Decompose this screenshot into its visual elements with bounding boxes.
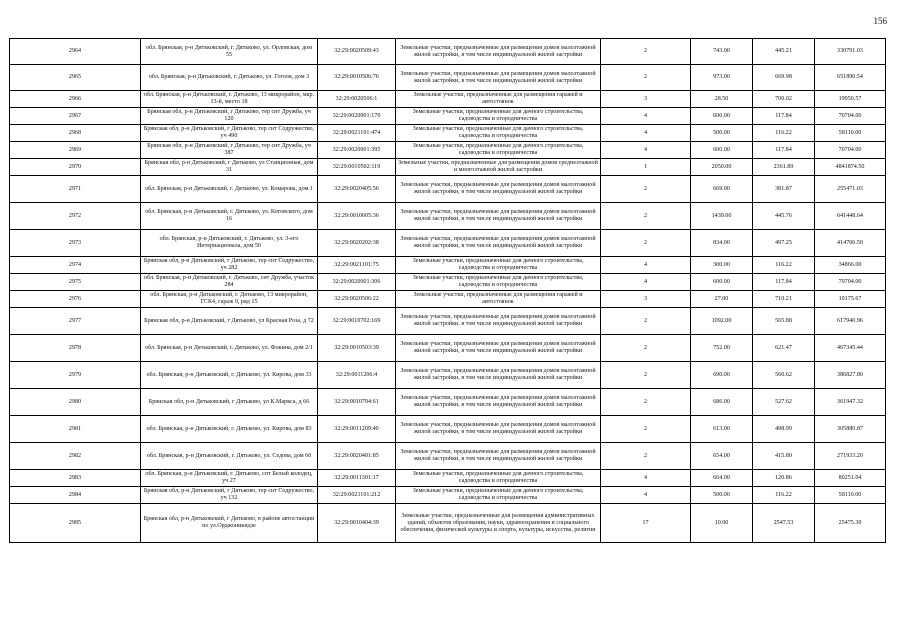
group-cell: 2 bbox=[601, 176, 691, 203]
cadastral-number-cell: 32:29:0020901:170 bbox=[318, 108, 396, 125]
table-row bbox=[10, 203, 886, 230]
cadastral-number-cell: 32:29:0020506:1 bbox=[318, 91, 396, 108]
land-use-cell: Земельные участки, предназначенные для размещения домов малоэтажной жилой застройки, в том числе индивидуальной жилой застройки bbox=[396, 443, 601, 470]
group-cell: 3 bbox=[601, 291, 691, 308]
group-cell: 2 bbox=[601, 443, 691, 470]
row-number-cell: 2984 bbox=[10, 487, 141, 504]
table-row bbox=[10, 443, 886, 470]
table-row bbox=[10, 39, 886, 65]
table-row bbox=[10, 142, 886, 159]
area-cell: 834.00 bbox=[691, 230, 753, 257]
cadastral-number-cell: 32:29:0020401:85 bbox=[318, 443, 396, 470]
area-cell: 690.00 bbox=[691, 362, 753, 389]
table-row bbox=[10, 65, 886, 91]
table-row bbox=[10, 91, 886, 108]
cadastral-value-cell: 651890.54 bbox=[815, 65, 886, 91]
area-cell: 669.00 bbox=[691, 176, 753, 203]
cadastral-value-cell: 271933.20 bbox=[815, 443, 886, 470]
cadastral-value-cell: 617940.96 bbox=[815, 308, 886, 335]
group-cell: 2 bbox=[601, 389, 691, 416]
land-use-cell: Земельные участки, предназначенные для дачного строительства, садоводства и огородничества bbox=[396, 274, 601, 291]
row-number-cell: 2976 bbox=[10, 291, 141, 308]
area-cell: 300.00 bbox=[691, 257, 753, 274]
cadastral-value-cell: 25475.30 bbox=[815, 504, 886, 543]
row-number-cell: 2985 bbox=[10, 504, 141, 543]
table-row bbox=[10, 335, 886, 362]
address-cell: Брянская обл, р-н Дятьковский, г Дятьково, тер снт Содружество, уч 490 bbox=[141, 125, 318, 142]
specific-value-cell: 497.25 bbox=[753, 230, 815, 257]
address-cell: обл. Брянская, р-н Дятьковский, г. Дятьково, 13 микрорайон, мкр. 13-й, место 18 bbox=[141, 91, 318, 108]
land-use-cell: Земельные участки, предназначенные для дачного строительства, садоводства и огородничества bbox=[396, 487, 601, 504]
area-cell: 613.00 bbox=[691, 416, 753, 443]
row-number-cell: 2967 bbox=[10, 108, 141, 125]
land-use-cell: Земельные участки, предназначенные для размещения гаражей и автостоянок bbox=[396, 91, 601, 108]
cadastral-value-cell: 58110.00 bbox=[815, 125, 886, 142]
land-use-cell: Земельные участки, предназначенные для дачного строительства, садоводства и огородничества bbox=[396, 125, 601, 142]
land-use-cell: Земельные участки, предназначенные для размещения домов малоэтажной жилой застройки, в том числе индивидуальной жилой застройки bbox=[396, 389, 601, 416]
row-number-cell: 2971 bbox=[10, 176, 141, 203]
row-number-cell: 2972 bbox=[10, 203, 141, 230]
row-number-cell: 2964 bbox=[10, 39, 141, 65]
table-row bbox=[10, 470, 886, 487]
group-cell: 2 bbox=[601, 335, 691, 362]
specific-value-cell: 621.47 bbox=[753, 335, 815, 362]
cadastral-value-cell: 19175.67 bbox=[815, 291, 886, 308]
area-cell: 10.00 bbox=[691, 504, 753, 543]
cadastral-number-cell: 32:29:0011209:40 bbox=[318, 416, 396, 443]
cadastral-number-cell: 32:29:0020405:56 bbox=[318, 176, 396, 203]
land-use-cell: Земельные участки, предназначенные для размещения гаражей и автостоянок bbox=[396, 291, 601, 308]
address-cell: обл. Брянская, р-н Дятьковский, г. Дятьково, снт Белый колодец, уч 27 bbox=[141, 470, 318, 487]
table-row bbox=[10, 176, 886, 203]
table-row bbox=[10, 159, 886, 176]
specific-value-cell: 669.98 bbox=[753, 65, 815, 91]
row-number-cell: 2977 bbox=[10, 308, 141, 335]
address-cell: обл. Брянская, р-н Дятьковский, г. Дятьково, ул. Гоголя, дом 3 bbox=[141, 65, 318, 91]
land-use-cell: Земельные участки, предназначенные для дачного строительства, садоводства и огородничества bbox=[396, 142, 601, 159]
table-row bbox=[10, 230, 886, 257]
specific-value-cell: 2547.53 bbox=[753, 504, 815, 543]
specific-value-cell: 2361.89 bbox=[753, 159, 815, 176]
area-cell: 600.00 bbox=[691, 142, 753, 159]
land-use-cell: Земельные участки, предназначенные для размещения домов малоэтажной жилой застройки, в том числе индивидуальной жилой застройки bbox=[396, 230, 601, 257]
group-cell: 4 bbox=[601, 257, 691, 274]
land-use-cell: Земельные участки, предназначенные для дачного строительства, садоводства и огородничества bbox=[396, 108, 601, 125]
land-use-cell: Земельные участки, предназначенные для размещения домов малоэтажной жилой застройки, в том числе индивидуальной жилой застройки bbox=[396, 176, 601, 203]
row-number-cell: 2978 bbox=[10, 335, 141, 362]
table-row bbox=[10, 108, 886, 125]
specific-value-cell: 445.76 bbox=[753, 203, 815, 230]
row-number-cell: 2969 bbox=[10, 142, 141, 159]
group-cell: 4 bbox=[601, 108, 691, 125]
row-number-cell: 2975 bbox=[10, 274, 141, 291]
group-cell: 2 bbox=[601, 416, 691, 443]
area-cell: 743.00 bbox=[691, 39, 753, 65]
cadastral-valuation-table bbox=[9, 38, 886, 543]
group-cell: 1 bbox=[601, 159, 691, 176]
row-number-cell: 2981 bbox=[10, 416, 141, 443]
cadastral-number-cell: 32:29:0010702:169 bbox=[318, 308, 396, 335]
cadastral-number-cell: 32:29:0020901:306 bbox=[318, 274, 396, 291]
area-cell: 28.50 bbox=[691, 91, 753, 108]
cadastral-value-cell: 305880.87 bbox=[815, 416, 886, 443]
address-cell: Брянская обл, р-н Дятьковский, г Дятьково, ул Красная Роза, д 72 bbox=[141, 308, 318, 335]
area-cell: 686.00 bbox=[691, 389, 753, 416]
cadastral-number-cell: 32:29:0010506:76 bbox=[318, 65, 396, 91]
specific-value-cell: 527.62 bbox=[753, 389, 815, 416]
address-cell: Брянская обл, р-н Дятьковский, г Дятьково, ул К.Маркса, д 66 bbox=[141, 389, 318, 416]
cadastral-number-cell: 32:29:0010704:61 bbox=[318, 389, 396, 416]
cadastral-number-cell: 32:29:0010605:36 bbox=[318, 203, 396, 230]
group-cell: 3 bbox=[601, 91, 691, 108]
row-number-cell: 2982 bbox=[10, 443, 141, 470]
cadastral-number-cell: 32:29:0021101:212 bbox=[318, 487, 396, 504]
address-cell: обл. Брянская, р-н Дятьковский, г. Дятьково, ул. Фокина, дом 2/1 bbox=[141, 335, 318, 362]
group-cell: 4 bbox=[601, 470, 691, 487]
area-cell: 2050.00 bbox=[691, 159, 753, 176]
row-number-cell: 2970 bbox=[10, 159, 141, 176]
table-row bbox=[10, 274, 886, 291]
specific-value-cell: 700.02 bbox=[753, 91, 815, 108]
cadastral-number-cell: 32:29:0010502:119 bbox=[318, 159, 396, 176]
cadastral-number-cell: 32:29:0010503:39 bbox=[318, 335, 396, 362]
cadastral-number-cell: 32:29:0011206:4 bbox=[318, 362, 396, 389]
cadastral-value-cell: 386827.80 bbox=[815, 362, 886, 389]
area-cell: 654.00 bbox=[691, 443, 753, 470]
area-cell: 1092.00 bbox=[691, 308, 753, 335]
group-cell: 2 bbox=[601, 362, 691, 389]
land-use-cell: Земельные участки, предназначенные для размещения административных зданий, объектов образования, науки, здравоохранения и социального обеспечения, физической культуры и спорта, культуры, искусства, религии bbox=[396, 504, 601, 543]
table-row bbox=[10, 416, 886, 443]
address-cell: обл. Брянская, р-н Дятьковский, г. Дятьково, ул. Кирова, дом 83 bbox=[141, 416, 318, 443]
address-cell: обл. Брянская, р-н Дятьковский, г. Дятьково, ул. Котовского, дом 16 bbox=[141, 203, 318, 230]
specific-value-cell: 120.86 bbox=[753, 470, 815, 487]
land-use-cell: Земельные участки, предназначенные для размещения домов малоэтажной жилой застройки, в том числе индивидуальной жилой застройки bbox=[396, 65, 601, 91]
specific-value-cell: 116.22 bbox=[753, 257, 815, 274]
cadastral-value-cell: 70704.00 bbox=[815, 142, 886, 159]
address-cell: обл. Брянская, р-н Дятьковский, г. Дятьково, снт Дружба, участок 284 bbox=[141, 274, 318, 291]
table-body bbox=[10, 39, 886, 543]
address-cell: Брянская обл, р-н Дятьковский, г Дятьково, тер снт Содружество, уч 282 bbox=[141, 257, 318, 274]
cadastral-value-cell: 70704.00 bbox=[815, 274, 886, 291]
land-use-cell: Земельные участки, предназначенные для размещения домов малоэтажной жилой застройки, в том числе индивидуальной жилой застройки bbox=[396, 39, 601, 65]
cadastral-number-cell: 32:29:0021101:474 bbox=[318, 125, 396, 142]
land-use-cell: Земельные участки, предназначенные для размещения домов малоэтажной жилой застройки, в том числе индивидуальной жилой застройки bbox=[396, 308, 601, 335]
group-cell: 2 bbox=[601, 308, 691, 335]
land-use-cell: Земельные участки, предназначенные для размещения домов малоэтажной жилой застройки, в том числе индивидуальной жилой застройки bbox=[396, 362, 601, 389]
table-row bbox=[10, 362, 886, 389]
table-row bbox=[10, 487, 886, 504]
specific-value-cell: 415.80 bbox=[753, 443, 815, 470]
cadastral-number-cell: 32:29:0020509:43 bbox=[318, 39, 396, 65]
cadastral-number-cell: 32:29:0020202:38 bbox=[318, 230, 396, 257]
row-number-cell: 2965 bbox=[10, 65, 141, 91]
address-cell: Брянская обл, р-н Дятьковский, г Дятьково, в районе автостанции по ул.Орджоникидзе bbox=[141, 504, 318, 543]
area-cell: 973.00 bbox=[691, 65, 753, 91]
area-cell: 600.00 bbox=[691, 274, 753, 291]
land-use-cell: Земельные участки, предназначенные для размещения домов малоэтажной жилой застройки, в том числе индивидуальной жилой застройки bbox=[396, 203, 601, 230]
land-use-cell: Земельные участки, предназначенные для дачного строительства, садоводства и огородничества bbox=[396, 470, 601, 487]
page-number: 156 bbox=[873, 16, 887, 26]
cadastral-value-cell: 641448.64 bbox=[815, 203, 886, 230]
land-use-cell: Земельные участки, предназначенные для размещения домов малоэтажной жилой застройки, в том числе индивидуальной жилой застройки bbox=[396, 416, 601, 443]
cadastral-value-cell: 19950.57 bbox=[815, 91, 886, 108]
group-cell: 2 bbox=[601, 230, 691, 257]
cadastral-value-cell: 4841874.50 bbox=[815, 159, 886, 176]
group-cell: 2 bbox=[601, 203, 691, 230]
address-cell: обл. Брянская, р-н Дятьковский, г. Дятьково, ул. Кирова, дом 33 bbox=[141, 362, 318, 389]
table-row bbox=[10, 308, 886, 335]
address-cell: обл. Брянская, р-н Дятьковский, г. Дятьково, ул. Седова, дом 60 bbox=[141, 443, 318, 470]
specific-value-cell: 710.21 bbox=[753, 291, 815, 308]
area-cell: 600.00 bbox=[691, 108, 753, 125]
group-cell: 2 bbox=[601, 39, 691, 65]
address-cell: обл. Брянская, р-н Дятьковский, г. Дятьково, ул. 3-его Интернационала, дом 50 bbox=[141, 230, 318, 257]
row-number-cell: 2979 bbox=[10, 362, 141, 389]
table-row bbox=[10, 125, 886, 142]
row-number-cell: 2980 bbox=[10, 389, 141, 416]
address-cell: Брянская обл, р-н Дятьковский, г Дятьково, тер снт Дружба, уч 387 bbox=[141, 142, 318, 159]
row-number-cell: 2974 bbox=[10, 257, 141, 274]
specific-value-cell: 381.87 bbox=[753, 176, 815, 203]
address-cell: Брянская обл, р-н Дятьковский, г Дятьково, тер снт Содружество, уч 132 bbox=[141, 487, 318, 504]
cadastral-number-cell: 32:29:0011301:17 bbox=[318, 470, 396, 487]
group-cell: 4 bbox=[601, 142, 691, 159]
cadastral-value-cell: 330791.03 bbox=[815, 39, 886, 65]
address-cell: Брянская обл, р-н Дятьковский, г Дятьково, ул Станционная, дом 31 bbox=[141, 159, 318, 176]
address-cell: Брянская обл, р-н Дятьковский, г Дятьково, тер снт Дружба, уч 120 bbox=[141, 108, 318, 125]
cadastral-number-cell: 32:29:0020506:22 bbox=[318, 291, 396, 308]
cadastral-number-cell: 32:29:0020901:395 bbox=[318, 142, 396, 159]
address-cell: обл. Брянская, р-н Дятьковский, г. Дятьково, ул. Орловская, дом 55 bbox=[141, 39, 318, 65]
address-cell: обл. Брянская, р-н Дятьковский, г. Дятьково, ул. Комарова, дом 1 bbox=[141, 176, 318, 203]
land-use-cell: Земельные участки, предназначенные для размещения домов малоэтажной жилой застройки, в том числе индивидуальной жилой застройки bbox=[396, 335, 601, 362]
specific-value-cell: 498.99 bbox=[753, 416, 815, 443]
table-row bbox=[10, 504, 886, 543]
cadastral-value-cell: 70704.00 bbox=[815, 108, 886, 125]
specific-value-cell: 117.84 bbox=[753, 142, 815, 159]
specific-value-cell: 117.84 bbox=[753, 274, 815, 291]
area-cell: 500.00 bbox=[691, 125, 753, 142]
row-number-cell: 2966 bbox=[10, 91, 141, 108]
cadastral-value-cell: 467345.44 bbox=[815, 335, 886, 362]
row-number-cell: 2973 bbox=[10, 230, 141, 257]
row-number-cell: 2968 bbox=[10, 125, 141, 142]
land-use-cell: Земельные участки, предназначенные для дачного строительства, садоводства и огородничества bbox=[396, 257, 601, 274]
specific-value-cell: 116.22 bbox=[753, 125, 815, 142]
row-number-cell: 2983 bbox=[10, 470, 141, 487]
specific-value-cell: 445.21 bbox=[753, 39, 815, 65]
cadastral-value-cell: 414706.50 bbox=[815, 230, 886, 257]
specific-value-cell: 116.22 bbox=[753, 487, 815, 504]
specific-value-cell: 565.88 bbox=[753, 308, 815, 335]
group-cell: 2 bbox=[601, 65, 691, 91]
group-cell: 4 bbox=[601, 125, 691, 142]
table-row bbox=[10, 291, 886, 308]
cadastral-value-cell: 80251.04 bbox=[815, 470, 886, 487]
group-cell: 4 bbox=[601, 274, 691, 291]
area-cell: 664.00 bbox=[691, 470, 753, 487]
area-cell: 500.00 bbox=[691, 487, 753, 504]
cadastral-value-cell: 34866.00 bbox=[815, 257, 886, 274]
cadastral-value-cell: 255471.03 bbox=[815, 176, 886, 203]
cadastral-number-cell: 32:29:0021101:75 bbox=[318, 257, 396, 274]
cadastral-value-cell: 361947.32 bbox=[815, 389, 886, 416]
cadastral-value-cell: 58110.00 bbox=[815, 487, 886, 504]
table-row bbox=[10, 257, 886, 274]
area-cell: 1439.00 bbox=[691, 203, 753, 230]
group-cell: 4 bbox=[601, 487, 691, 504]
table-row bbox=[10, 389, 886, 416]
area-cell: 27.00 bbox=[691, 291, 753, 308]
cadastral-number-cell: 32:29:0010404:39 bbox=[318, 504, 396, 543]
area-cell: 752.00 bbox=[691, 335, 753, 362]
group-cell: 17 bbox=[601, 504, 691, 543]
land-use-cell: Земельные участки, предназначенные для размещения домов среднеэтажной и многоэтажной жилой застройки bbox=[396, 159, 601, 176]
specific-value-cell: 117.84 bbox=[753, 108, 815, 125]
specific-value-cell: 560.62 bbox=[753, 362, 815, 389]
address-cell: обл. Брянская, р-н Дятьковский, г. Дятьково, 13 микрорайон, ГСК4, гараж 9, ряд 15 bbox=[141, 291, 318, 308]
